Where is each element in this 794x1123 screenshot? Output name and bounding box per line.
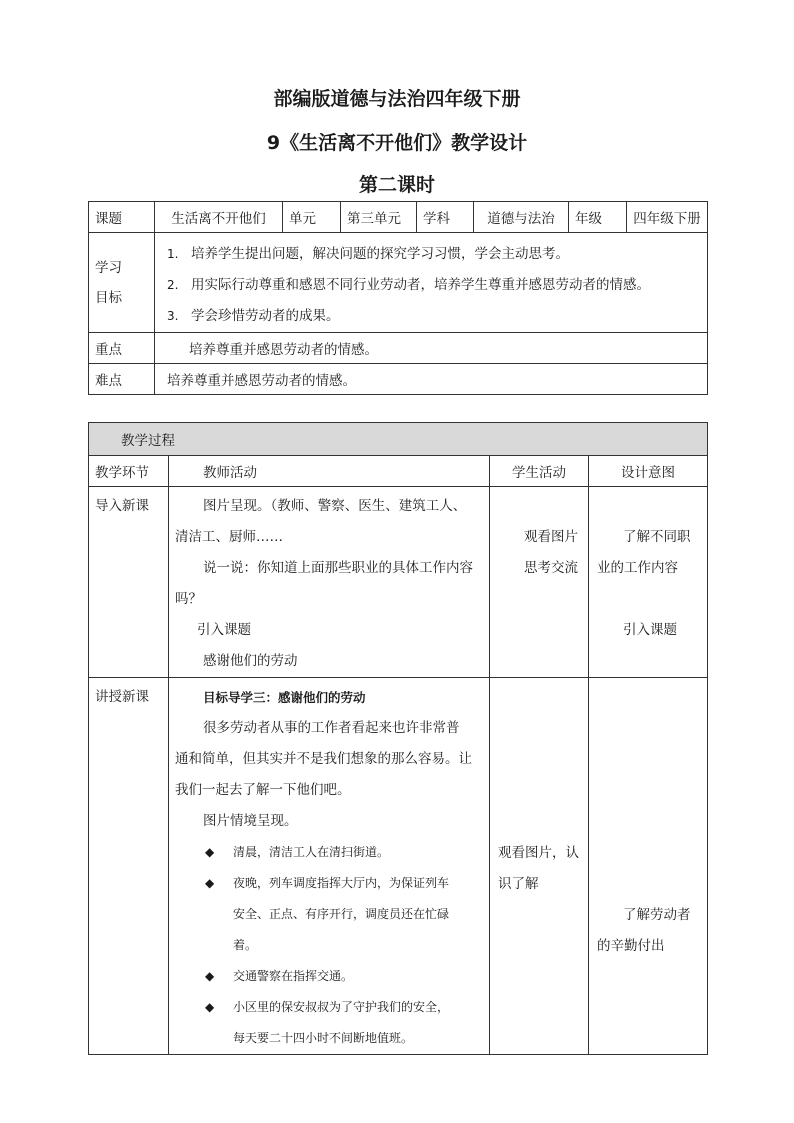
key-point-row: [89, 333, 708, 364]
process-title: 教学过程: [89, 423, 708, 456]
scene-text: 每天要二十四小时不间断地值班。: [233, 1031, 414, 1045]
difficulty-value: 培养尊重并感恩劳动者的情感。: [155, 364, 708, 395]
grade-label: 年级: [569, 202, 627, 233]
key-point-value: 培养尊重并感恩劳动者的情感。: [155, 333, 708, 364]
lecture-teacher: [169, 678, 490, 1055]
scene-text: 着。: [233, 938, 258, 952]
lecture-goal-title: 目标导学三：感谢他们的劳动: [203, 690, 366, 705]
lecture-stage: 讲授新课: [89, 678, 169, 1055]
lecture-paragraph-line: 我们一起去了解一下他们吧。: [175, 782, 351, 798]
period-title: 第二课时: [358, 174, 435, 196]
intro-student-line: 思考交流: [524, 560, 578, 576]
goal-item: [161, 239, 701, 270]
key-point-label: 重点: [89, 333, 155, 364]
goals-label-line1: 学习: [95, 259, 122, 276]
scene-item: [175, 961, 483, 992]
goal-text: 培养学生提出问题，解决问题的探究学习习惯，学会主动思考。: [191, 246, 569, 262]
diamond-bullet-icon: ◆: [205, 845, 215, 859]
goal-item: [161, 270, 701, 301]
diamond-bullet-icon: ◆: [205, 1000, 215, 1014]
lecture-student: [490, 678, 589, 1055]
scene-list: [175, 837, 483, 1054]
lecture-student-line: 观看图片，认: [498, 845, 579, 861]
goal-number: 2.: [167, 278, 179, 292]
lecture-intent-line: 了解劳动者: [623, 907, 691, 923]
intro-teacher: [169, 487, 490, 678]
goals-list: [161, 233, 701, 332]
grade-value: 四年级下册: [627, 202, 708, 233]
goals-content: [155, 233, 708, 333]
goal-item: [161, 301, 701, 332]
lecture-student-line: 识了解: [498, 876, 539, 892]
intro-row: [89, 487, 708, 678]
process-title-row: [89, 423, 708, 456]
scene-text: 安全、正点、有序开行，调度员还在忙碌: [233, 907, 450, 921]
goals-label-line2: 目标: [95, 289, 122, 306]
info-row: [89, 202, 708, 233]
intro-student: [490, 487, 589, 678]
unit-value: 第三单元: [341, 202, 417, 233]
difficulty-label: 难点: [89, 364, 155, 395]
header-stage: 教学环节: [89, 456, 169, 487]
intro-intent-line: 业的工作内容: [597, 560, 678, 576]
topic-label: 课题: [89, 202, 155, 233]
lecture-paragraph-line: 很多劳动者从事的工作者看起来也许非常普: [203, 720, 460, 736]
subject-value: 道德与法治: [474, 202, 569, 233]
intro-teacher-line: 图片呈现。（教师、警察、医生、建筑工人、: [203, 498, 467, 514]
lecture-intent: [589, 678, 708, 1055]
intro-intent: [589, 487, 708, 678]
lecture-paragraph-line: 通和简单，但其实并不是我们想象的那么容易。让: [175, 751, 472, 767]
diamond-bullet-icon: ◆: [205, 969, 215, 983]
lecture-row: [89, 678, 708, 1055]
scene-item: [175, 868, 483, 961]
scene-text: 夜晚，列车调度指挥大厅内，为保证列车: [233, 876, 450, 890]
scene-text: 小区里的保安叔叔为了守护我们的安全，: [233, 1000, 450, 1014]
goal-number: 1.: [167, 247, 179, 261]
header-intent: 设计意图: [589, 456, 708, 487]
diamond-bullet-icon: ◆: [205, 876, 215, 890]
lecture-intent-line: 的辛勤付出: [597, 938, 665, 954]
scene-text: 交通警察在指挥交通。: [233, 969, 354, 983]
goal-text: 用实际行动尊重和感恩不同行业劳动者，培养学生尊重并感恩劳动者的情感。: [191, 277, 650, 293]
scene-text: 清晨，清洁工人在清扫街道。: [233, 845, 390, 859]
header-teacher: 教师活动: [169, 456, 490, 487]
difficulty-row: [89, 364, 708, 395]
topic-value: 生活离不开他们: [155, 202, 283, 233]
intro-teacher-line: 说一说：你知道上面那些职业的具体工作内容: [203, 560, 473, 576]
subject-label: 学科: [417, 202, 474, 233]
goals-label: [89, 233, 155, 333]
goal-number: 3.: [167, 309, 179, 323]
intro-teacher-line: 清洁工、厨师……: [175, 529, 283, 545]
intro-teacher-line: 吗？: [175, 591, 202, 607]
intro-intent-line: 了解不同职: [623, 529, 691, 545]
lesson-info-table: [88, 201, 708, 395]
goals-row: [89, 233, 708, 333]
scene-item: [175, 992, 483, 1054]
scene-item: [175, 837, 483, 868]
intro-teacher-line: 感谢他们的劳动: [203, 653, 298, 669]
header-student: 学生活动: [490, 456, 589, 487]
intro-stage: 导入新课: [89, 487, 169, 678]
teaching-process-table: [88, 422, 708, 1055]
unit-label: 单元: [283, 202, 341, 233]
document-title: 部编版道德与法治四年级下册: [273, 88, 521, 110]
intro-intent-line: 引入课题: [623, 622, 677, 638]
lecture-scene: 图片情境呈现。: [203, 813, 298, 829]
lesson-title: 9《生活离不开他们》教学设计: [266, 132, 528, 154]
intro-teacher-line: 引入课题: [197, 622, 251, 638]
goal-text: 学会珍惜劳动者的成果。: [191, 308, 340, 324]
intro-student-line: 观看图片: [524, 529, 578, 545]
process-header-row: [89, 456, 708, 487]
